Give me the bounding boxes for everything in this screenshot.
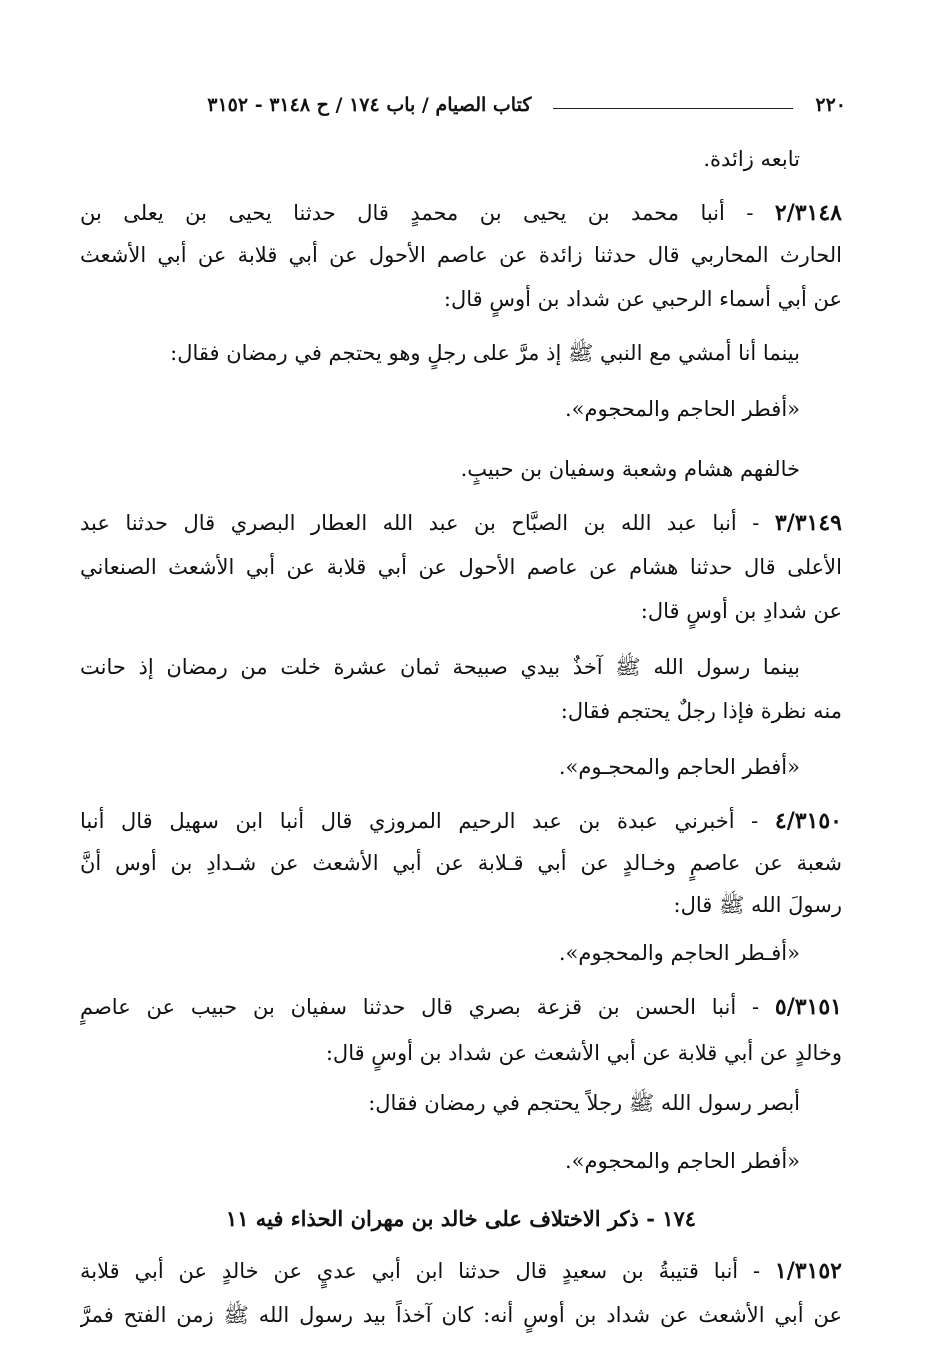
- line-text: شعبة عن عاصمٍ وخـالدٍ عن أبي قـلابة عن أبي الأشعث عن شـدادِ بن أوس أنَّ: [80, 851, 842, 875]
- line-text: بينما أنا أمشي مع النبي ﷺ إذ مرَّ على رجلٍ وهو يحتجم في رمضان فقال:: [170, 341, 800, 365]
- hadith-number: ١/٣١٥٢: [774, 1258, 842, 1284]
- hadith-number: ٢/٣١٤٨: [774, 200, 842, 226]
- hadith-line: [80, 990, 842, 1026]
- line-text: - أخبرني عبدة بن عبد الرحيم المروزي قال أنبا ابن سهيل قال أنبا: [80, 809, 775, 833]
- line-text: «أفطر الحاجم والمحجوم».: [564, 1149, 800, 1173]
- hadith-line: [80, 804, 842, 840]
- line-text: منه نظرة فإذا رجلٌ يحتجم فقال:: [560, 699, 842, 723]
- text-line: [80, 1036, 842, 1072]
- line-text: أبصر رسول الله ﷺ رجلاً يحتجم في رمضان فقال:: [368, 1091, 800, 1115]
- quote-line: [80, 392, 842, 428]
- hadith-line: [80, 506, 842, 542]
- text-line: [80, 888, 842, 924]
- line-text: عن شدادِ بن أوسٍ قال:: [640, 599, 842, 623]
- quote-line: [80, 936, 842, 972]
- quote-line: [80, 750, 842, 786]
- section-heading: ١٧٤ - ذكر الاختلاف على خالد بن مهران الحذاء فيه ١١: [225, 1206, 697, 1231]
- line-text: - أنبا الحسن بن قزعة بصري قال حدثنا سفيان بن حبيب عن عاصمٍ: [80, 995, 775, 1019]
- line-text: رسولَ الله ﷺ قال:: [673, 893, 842, 917]
- line-text: «أفـطر الحاجم والمحجوم».: [558, 941, 800, 965]
- line-text: - أنبا محمد بن يحيى بن محمدٍ قال حدثنا يحيى بن يعلى بن: [80, 201, 775, 225]
- line-text: «أفطر الحاجم والمحجـوم».: [558, 755, 800, 779]
- page-number: ٢٢٠: [815, 94, 846, 116]
- text-line: [80, 1298, 842, 1334]
- text-line: [80, 282, 842, 318]
- line-text: بينما رسول الله ﷺ آخذٌ بيدي صبيحة ثمان عشرة خلت من رمضان إذ حانت: [80, 655, 800, 679]
- hadith-number: ٣/٣١٤٩: [774, 510, 842, 536]
- text-line: [80, 694, 842, 730]
- text-line: [80, 1086, 842, 1122]
- text-line: [80, 550, 842, 586]
- text-line: [80, 142, 842, 178]
- hadith-number: ٤/٣١٥٠: [774, 808, 842, 834]
- text-line: [80, 594, 842, 630]
- line-text: «أفطر الحاجم والمحجوم».: [564, 397, 800, 421]
- hadith-line: [80, 1254, 842, 1290]
- line-text: عن أبي أسماء الرحبي عن شداد بن أوسٍ قال:: [443, 287, 842, 311]
- header-rule: [553, 108, 793, 109]
- line-text: وخالدٍ عن أبي قلابة عن أبي الأشعث عن شداد بن أوسٍ قال:: [325, 1041, 842, 1065]
- hadith-number: ٥/٣١٥١: [774, 994, 842, 1020]
- running-title: كتاب الصيام / باب ١٧٤ / ح ٣١٤٨ - ٣١٥٢: [207, 94, 532, 116]
- text-line: [80, 238, 842, 274]
- line-text: - أنبا قتيبةُ بن سعيدٍ قال حدثنا ابن أبي عديٍ عن خالدٍ عن أبي قلابة: [80, 1259, 775, 1283]
- text-line: [80, 336, 842, 372]
- hadith-line: [80, 196, 842, 232]
- line-text: الحارث المحاربي قال حدثنا زائدة عن عاصم الأحول عن أبي قلابة عن أبي الأشعث: [80, 243, 842, 267]
- line-text: عن أبي الأشعث عن شداد بن أوسٍ أنه: كان آخذاً بيد رسول الله ﷺ زمن الفتح فمرَّ: [80, 1303, 842, 1327]
- quote-line: [80, 1144, 842, 1180]
- text-line: [80, 846, 842, 882]
- text-line: [80, 452, 842, 488]
- line-text: خالفهم هشام وشعبة وسفيان بن حبيبٍ.: [460, 457, 800, 481]
- line-text: تابعه زائدة.: [703, 147, 800, 171]
- line-text: الأعلى قال حدثنا هشام عن عاصم الأحول عن أبي قلابة عن أبي الأشعث الصنعاني: [80, 555, 842, 579]
- page-header: [82, 88, 846, 122]
- line-text: - أنبا عبد الله بن الصبَّاح بن عبد الله العطار البصري قال حدثنا عبد: [80, 511, 775, 535]
- text-line: [80, 650, 842, 686]
